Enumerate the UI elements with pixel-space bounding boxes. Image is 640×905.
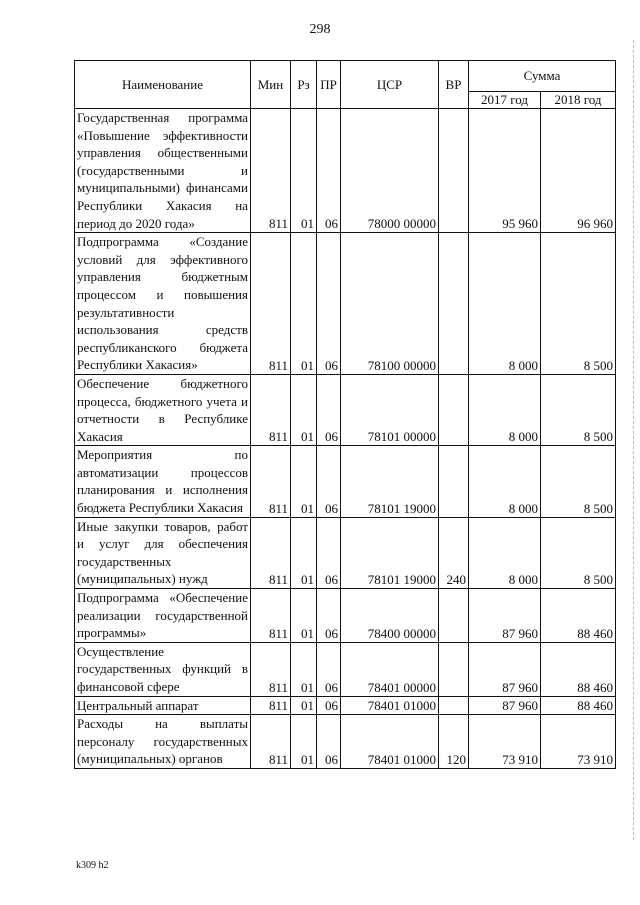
cell-rz: 01 <box>291 446 317 517</box>
cell-sum-2017: 8 000 <box>469 517 541 588</box>
cell-vr <box>439 109 469 233</box>
cell-min: 811 <box>251 517 291 588</box>
cell-pr: 06 <box>317 233 341 375</box>
cell-rz: 01 <box>291 589 317 643</box>
cell-csr: 78401 01000 <box>341 696 439 715</box>
scan-edge-marks <box>631 40 634 840</box>
cell-sum-2017: 87 960 <box>469 642 541 696</box>
cell-rz: 01 <box>291 715 317 769</box>
cell-sum-2017: 8 000 <box>469 233 541 375</box>
cell-csr: 78100 00000 <box>341 233 439 375</box>
table-row <box>75 715 616 769</box>
cell-rz: 01 <box>291 517 317 588</box>
cell-vr <box>439 696 469 715</box>
cell-csr: 78401 00000 <box>341 642 439 696</box>
table-row <box>75 642 616 696</box>
cell-sum-2018: 8 500 <box>541 233 616 375</box>
header-rz: Рз <box>291 61 317 109</box>
cell-sum-2018: 8 500 <box>541 374 616 445</box>
cell-rz: 01 <box>291 642 317 696</box>
cell-pr: 06 <box>317 642 341 696</box>
cell-pr: 06 <box>317 374 341 445</box>
cell-sum-2017: 8 000 <box>469 446 541 517</box>
cell-min: 811 <box>251 109 291 233</box>
table-row <box>75 446 616 517</box>
header-min: Мин <box>251 61 291 109</box>
table-row <box>75 233 616 375</box>
cell-min: 811 <box>251 589 291 643</box>
table-row <box>75 374 616 445</box>
cell-sum-2017: 95 960 <box>469 109 541 233</box>
cell-rz: 01 <box>291 109 317 233</box>
table-body <box>75 109 616 769</box>
cell-csr: 78101 19000 <box>341 517 439 588</box>
table-row <box>75 589 616 643</box>
cell-csr: 78101 00000 <box>341 374 439 445</box>
table-row <box>75 696 616 715</box>
footer-code: k309 h2 <box>76 860 109 871</box>
cell-name: Центральный аппарат <box>75 696 251 715</box>
cell-name: Осуществление государственных функций в финансовой сфере <box>75 642 251 696</box>
cell-csr: 78400 00000 <box>341 589 439 643</box>
cell-csr: 78101 19000 <box>341 446 439 517</box>
cell-rz: 01 <box>291 696 317 715</box>
cell-sum-2018: 73 910 <box>541 715 616 769</box>
cell-vr <box>439 642 469 696</box>
cell-pr: 06 <box>317 446 341 517</box>
header-year-2017: 2017 год <box>469 92 541 109</box>
header-vr: ВР <box>439 61 469 109</box>
cell-vr <box>439 374 469 445</box>
cell-name: Подпрограмма «Создание условий для эффективного управления бюджетным процессом и повышения результативности использования средств республиканского бюджета Республики Хакасия» <box>75 233 251 375</box>
cell-sum-2018: 8 500 <box>541 446 616 517</box>
cell-sum-2018: 88 460 <box>541 696 616 715</box>
cell-sum-2018: 8 500 <box>541 517 616 588</box>
header-sum: Сумма <box>469 61 616 92</box>
cell-vr <box>439 589 469 643</box>
page-number: 298 <box>309 22 331 37</box>
table-row <box>75 109 616 233</box>
header-name: Наименование <box>75 61 251 109</box>
cell-min: 811 <box>251 233 291 375</box>
cell-rz: 01 <box>291 374 317 445</box>
cell-sum-2017: 8 000 <box>469 374 541 445</box>
cell-vr <box>439 233 469 375</box>
cell-vr: 240 <box>439 517 469 588</box>
table-row <box>75 517 616 588</box>
cell-csr: 78000 00000 <box>341 109 439 233</box>
cell-name: Мероприятия по автоматизации процессов планирования и исполнения бюджета Республики Хакасия <box>75 446 251 517</box>
cell-sum-2017: 73 910 <box>469 715 541 769</box>
cell-min: 811 <box>251 374 291 445</box>
cell-pr: 06 <box>317 696 341 715</box>
cell-pr: 06 <box>317 109 341 233</box>
cell-name: Подпрограмма «Обеспечение реализации государственной программы» <box>75 589 251 643</box>
cell-name: Расходы на выплаты персоналу государственных (муниципальных) органов <box>75 715 251 769</box>
budget-table <box>74 60 616 769</box>
cell-pr: 06 <box>317 517 341 588</box>
cell-sum-2018: 96 960 <box>541 109 616 233</box>
header-year-2018: 2018 год <box>541 92 616 109</box>
cell-sum-2017: 87 960 <box>469 696 541 715</box>
cell-name: Обеспечение бюджетного процесса, бюджетного учета и отчетности в Республике Хакасия <box>75 374 251 445</box>
cell-sum-2017: 87 960 <box>469 589 541 643</box>
cell-rz: 01 <box>291 233 317 375</box>
cell-sum-2018: 88 460 <box>541 642 616 696</box>
cell-pr: 06 <box>317 715 341 769</box>
cell-vr: 120 <box>439 715 469 769</box>
cell-min: 811 <box>251 642 291 696</box>
cell-name: Государственная программа «Повышение эффективности управления общественными (государственными и муниципальными) финансами Республики Хакасия на период до 2020 года» <box>75 109 251 233</box>
cell-sum-2018: 88 460 <box>541 589 616 643</box>
header-csr: ЦСР <box>341 61 439 109</box>
header-pr: ПР <box>317 61 341 109</box>
cell-min: 811 <box>251 446 291 517</box>
cell-min: 811 <box>251 715 291 769</box>
cell-name: Иные закупки товаров, работ и услуг для обеспечения государственных (муниципальных) нужд <box>75 517 251 588</box>
cell-vr <box>439 446 469 517</box>
cell-csr: 78401 01000 <box>341 715 439 769</box>
cell-min: 811 <box>251 696 291 715</box>
cell-pr: 06 <box>317 589 341 643</box>
